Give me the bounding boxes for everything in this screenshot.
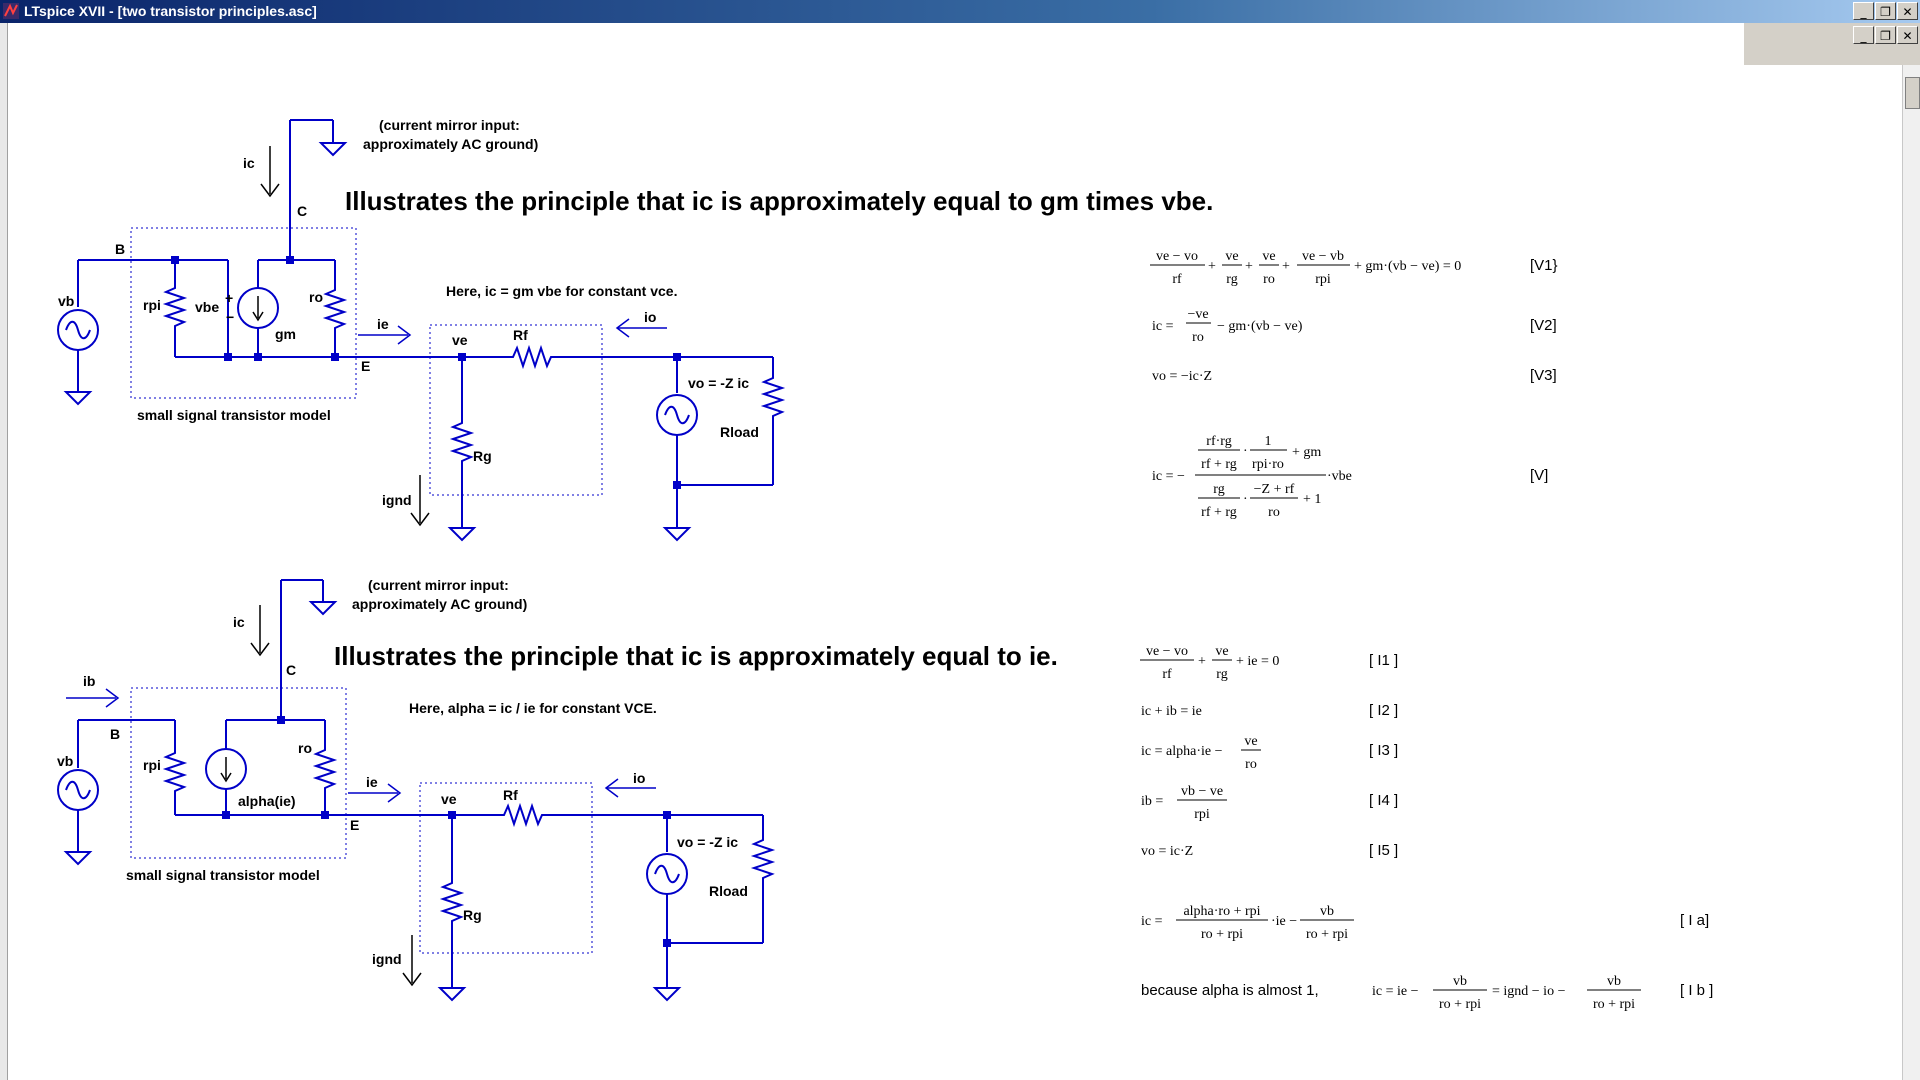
circuit-note: Here, alpha = ic / ie for constant VCE. — [409, 700, 657, 716]
tag-i3: [ I3 ] — [1369, 742, 1399, 759]
minimize-button[interactable]: _ — [1853, 2, 1874, 20]
label-ib: ib — [83, 673, 96, 689]
label-b: B — [110, 726, 121, 742]
label-ic: ic — [233, 614, 245, 630]
svg-text:ic = −: ic = − — [1152, 469, 1185, 484]
rpi-resistor[interactable] — [166, 280, 184, 334]
transistor-model-box — [131, 228, 356, 398]
rpi-resistor[interactable] — [166, 745, 184, 799]
label-alpha: alpha(ie) — [238, 793, 296, 809]
svg-text:ic = ie −: ic = ie − — [1372, 984, 1419, 999]
label-ic: ic — [243, 155, 255, 171]
svg-text:ro + rpi: ro + rpi — [1592, 997, 1636, 1012]
svg-text:− gm·(vb − ve): − gm·(vb − ve) — [1217, 319, 1303, 334]
label-io: io — [633, 770, 646, 786]
svg-text:rpi: rpi — [1315, 272, 1331, 287]
svg-text:+ 1: + 1 — [1303, 492, 1322, 507]
ib-arrow — [66, 689, 118, 707]
rf-resistor[interactable] — [505, 348, 559, 366]
label-rpi: rpi — [143, 757, 161, 773]
ground-symbol[interactable] — [655, 978, 679, 1000]
equation-i2 — [1141, 702, 1398, 719]
svg-text:vb: vb — [1453, 974, 1467, 989]
ground-symbol[interactable] — [66, 382, 90, 404]
label-ro: ro — [298, 740, 312, 756]
svg-text:+: + — [1282, 259, 1290, 274]
equation-i3 — [1141, 734, 1398, 772]
mirror-note-line1: (current mirror input: — [379, 117, 520, 133]
label-rload: Rload — [720, 424, 759, 440]
svg-text:+ gm·(vb − ve) = 0: + gm·(vb − ve) = 0 — [1354, 259, 1462, 274]
tag-ia: [ I a] — [1680, 912, 1710, 929]
equation-ia — [1141, 904, 1709, 942]
circuit-note: Here, ic = gm vbe for constant vce. — [446, 283, 678, 299]
label-rg: Rg — [463, 907, 482, 923]
restore-button[interactable]: ❐ — [1875, 2, 1896, 20]
label-rf: Rf — [513, 327, 528, 343]
tag-v3: [V3] — [1530, 367, 1557, 384]
transistor-model-box — [131, 688, 346, 858]
svg-text:rf + rg: rf + rg — [1201, 505, 1237, 520]
vb-source[interactable] — [58, 770, 98, 810]
svg-text:ve − vo: ve − vo — [1155, 249, 1199, 264]
ic-arrow — [261, 146, 279, 196]
svg-text:ve: ve — [1244, 734, 1258, 749]
rg-resistor[interactable] — [453, 415, 471, 469]
svg-text:vo = −ic·Z: vo = −ic·Z — [1152, 369, 1213, 384]
mirror-note-line2: approximately AC ground) — [363, 136, 539, 152]
label-rg: Rg — [473, 448, 492, 464]
svg-text:rpi: rpi — [1194, 807, 1210, 822]
svg-text:ve − vo: ve − vo — [1145, 644, 1189, 659]
label-vbe-minus: − — [226, 309, 235, 325]
label-c: C — [286, 662, 297, 678]
label-ve: ve — [441, 791, 457, 807]
rload-resistor[interactable] — [754, 832, 772, 886]
svg-text:+ ie = 0: + ie = 0 — [1236, 654, 1280, 669]
vertical-scrollbar[interactable] — [1902, 65, 1920, 1080]
ground-symbol[interactable] — [440, 978, 464, 1000]
ro-resistor[interactable] — [316, 742, 334, 796]
svg-text:vb − ve: vb − ve — [1180, 784, 1224, 799]
ground-symbol[interactable] — [450, 518, 474, 540]
svg-text:vb: vb — [1607, 974, 1621, 989]
svg-text:rg: rg — [1216, 667, 1228, 682]
circuit-1-labels — [58, 117, 1213, 508]
tag-ib: [ I b ] — [1680, 982, 1714, 999]
ground-symbol[interactable] — [311, 592, 335, 614]
label-rf: Rf — [503, 787, 518, 803]
label-vo: vo = -Z ic — [688, 375, 750, 391]
svg-text:ro: ro — [1263, 272, 1275, 287]
heading-1: Illustrates the principle that ic is approximately equal to gm times vbe. — [345, 186, 1214, 216]
ro-resistor[interactable] — [326, 282, 344, 336]
equation-ib — [1141, 974, 1713, 1012]
svg-text:ve: ve — [1215, 644, 1229, 659]
label-e: E — [361, 358, 371, 374]
svg-text:+: + — [1245, 259, 1253, 274]
svg-text:= ignd − io −: = ignd − io − — [1492, 984, 1566, 999]
io-arrow — [617, 319, 667, 337]
equation-v1 — [1150, 249, 1558, 287]
heading-2: Illustrates the principle that ic is approximately equal to ie. — [334, 641, 1058, 671]
svg-text:1: 1 — [1264, 434, 1272, 449]
alpha-current-source[interactable] — [206, 749, 246, 789]
mirror-note-line1: (current mirror input: — [368, 577, 509, 593]
label-io: io — [644, 309, 657, 325]
label-vb: vb — [58, 293, 75, 309]
equation-i1 — [1140, 644, 1398, 682]
vo-source[interactable] — [657, 395, 697, 435]
model-label: small signal transistor model — [126, 867, 320, 883]
svg-text:rf·rg: rf·rg — [1206, 434, 1232, 449]
label-gm: gm — [275, 326, 296, 342]
tag-i1: [ I1 ] — [1369, 652, 1399, 669]
svg-text:ro: ro — [1192, 330, 1204, 345]
vb-source[interactable] — [58, 310, 98, 350]
ignd-arrow — [403, 935, 421, 985]
svg-text:+ gm: + gm — [1292, 445, 1322, 460]
equation-i4 — [1141, 784, 1398, 822]
svg-text:vb: vb — [1320, 904, 1334, 919]
svg-text:ro: ro — [1245, 757, 1257, 772]
svg-text:·: · — [1243, 444, 1248, 459]
doc-minimize-button[interactable]: _ — [1853, 26, 1874, 44]
ground-symbol[interactable] — [321, 133, 345, 155]
rf-resistor[interactable] — [496, 806, 550, 824]
svg-text:rg: rg — [1226, 272, 1238, 287]
svg-text:ve − vb: ve − vb — [1301, 249, 1345, 264]
label-ie: ie — [377, 316, 389, 332]
tag-i4: [ I4 ] — [1369, 792, 1399, 809]
svg-text:ve: ve — [1262, 249, 1276, 264]
gm-current-source[interactable] — [238, 288, 278, 328]
svg-text:−ve: −ve — [1187, 307, 1209, 322]
ground-symbol[interactable] — [66, 842, 90, 864]
label-vbe-plus: + — [225, 290, 234, 306]
window-title: LTspice XVII - [two transistor principles.asc] — [24, 3, 317, 19]
rload-resistor[interactable] — [764, 370, 782, 424]
svg-text:ro: ro — [1268, 505, 1280, 520]
tag-v2: [V2] — [1530, 317, 1557, 334]
label-ie: ie — [366, 774, 378, 790]
tag-i5: [ I5 ] — [1369, 842, 1399, 859]
svg-text:+: + — [1208, 259, 1216, 274]
doc-close-button[interactable]: ✕ — [1897, 26, 1918, 44]
label-ro: ro — [309, 289, 323, 305]
label-vbe: vbe — [195, 299, 220, 315]
scrollbar-thumb[interactable] — [1905, 77, 1920, 109]
model-label: small signal transistor model — [137, 407, 331, 423]
svg-text:rf: rf — [1162, 667, 1172, 682]
svg-text:rg: rg — [1213, 482, 1225, 497]
equation-v — [1152, 434, 1548, 520]
doc-restore-button[interactable]: ❐ — [1875, 26, 1896, 44]
svg-text:·ie −: ·ie − — [1271, 914, 1298, 929]
svg-text:rf: rf — [1172, 272, 1182, 287]
ignd-arrow — [411, 475, 429, 525]
tag-i2: [ I2 ] — [1369, 702, 1399, 719]
svg-text:vo = ic·Z: vo = ic·Z — [1141, 844, 1194, 859]
svg-text:ic = alpha·ie −: ic = alpha·ie − — [1141, 744, 1223, 759]
svg-text:ic + ib = ie: ic + ib = ie — [1141, 704, 1202, 719]
label-vo: vo = -Z ic — [677, 834, 739, 850]
label-b: B — [115, 241, 126, 257]
label-c: C — [297, 203, 308, 219]
svg-text:ve: ve — [1225, 249, 1239, 264]
label-ignd: ignd — [372, 951, 402, 967]
rg-resistor[interactable] — [443, 875, 461, 929]
svg-text:+: + — [1198, 654, 1206, 669]
label-rload: Rload — [709, 883, 748, 899]
svg-text:ic =: ic = — [1152, 319, 1174, 334]
svg-text:ib =: ib = — [1141, 794, 1164, 809]
label-ignd: ignd — [382, 492, 412, 508]
tag-v1: [V1} — [1530, 257, 1558, 274]
io-arrow — [606, 779, 656, 797]
svg-text:·vbe: ·vbe — [1327, 469, 1352, 484]
svg-text:ro + rpi: ro + rpi — [1200, 927, 1244, 942]
svg-text:rpi·ro: rpi·ro — [1252, 457, 1284, 472]
equation-i5 — [1141, 842, 1398, 859]
tag-v: [V] — [1530, 467, 1549, 484]
because-note: because alpha is almost 1, — [1141, 982, 1319, 999]
ic-arrow — [251, 605, 269, 655]
vo-source[interactable] — [647, 854, 687, 894]
svg-text:ro + rpi: ro + rpi — [1438, 997, 1482, 1012]
svg-text:ro + rpi: ro + rpi — [1305, 927, 1349, 942]
equation-v3 — [1152, 367, 1557, 384]
svg-text:rf + rg: rf + rg — [1201, 457, 1237, 472]
label-e: E — [350, 817, 360, 833]
svg-text:alpha·ro + rpi: alpha·ro + rpi — [1183, 904, 1261, 919]
svg-text:ic =: ic = — [1141, 914, 1163, 929]
equations-group-2 — [1140, 644, 1713, 1012]
close-button[interactable]: ✕ — [1897, 2, 1918, 20]
mirror-note-line2: approximately AC ground) — [352, 596, 528, 612]
equation-v2 — [1152, 307, 1557, 345]
svg-text:·: · — [1243, 492, 1248, 507]
label-ve: ve — [452, 332, 468, 348]
label-rpi: rpi — [143, 297, 161, 313]
equations-group-1 — [1150, 249, 1558, 520]
ground-symbol[interactable] — [665, 518, 689, 540]
svg-text:−Z + rf: −Z + rf — [1253, 482, 1295, 497]
label-vb: vb — [57, 753, 74, 769]
